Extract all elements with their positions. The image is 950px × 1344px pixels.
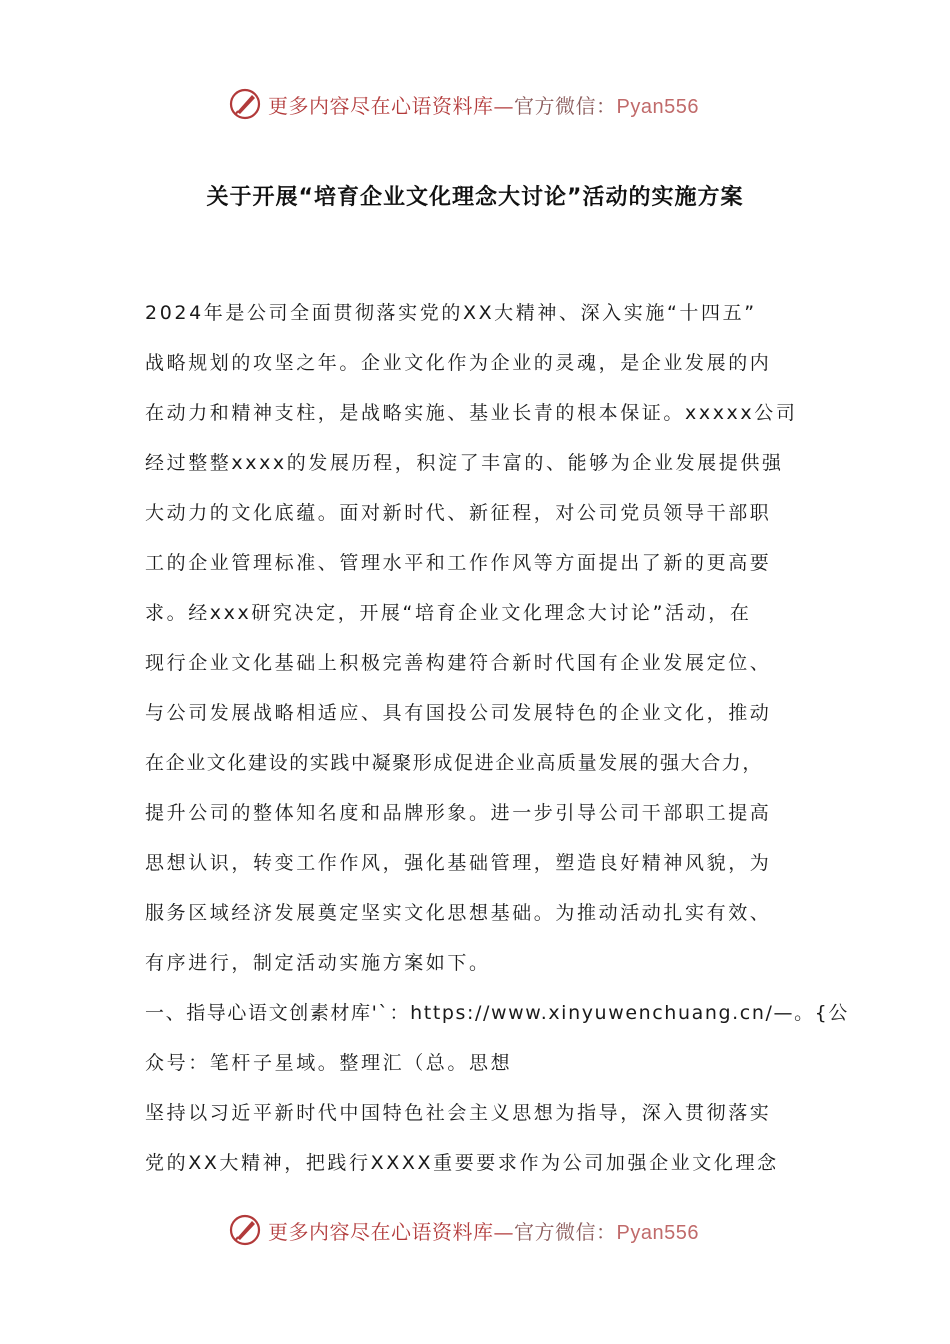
body-line: 战略规划的攻坚之年。企业文化作为企业的灵魂，是企业发展的内	[145, 352, 772, 374]
body-line: 工的企业管理标准、管理水平和工作作风等方面提出了新的更高要	[145, 552, 772, 574]
footer-watermark-banner	[228, 1210, 748, 1250]
body-line: 党的XX大精神，把践行XXXX重要要求作为公司加强企业文化理念	[145, 1152, 779, 1174]
banner-site-text: 更多内容尽在心语资料库—	[268, 1219, 514, 1244]
banner-wechat-label: 官方微信：	[514, 1219, 617, 1244]
banner-text	[268, 1216, 699, 1245]
body-line: 现行企业文化基础上积极完善构建符合新时代国有企业发展定位、	[145, 652, 772, 674]
body-line: 思想认识，转变工作作风，强化基础管理，塑造良好精神风貌，为	[145, 852, 772, 874]
banner-handle: Pyan556	[616, 1221, 699, 1244]
body-line: 经过整整xxxx的发展历程，积淀了丰富的、能够为企业发展提供强	[145, 452, 784, 474]
banner-wechat-label: 官方微信：	[514, 93, 617, 118]
quill-seal-logo-icon	[228, 1213, 262, 1247]
document-title: 关于开展“培育企业文化理念大讨论”活动的实施方案	[206, 185, 744, 210]
body-line: 在企业文化建设的实践中凝聚形成促进企业高质量发展的强大合力，	[145, 752, 764, 774]
header-watermark-banner	[228, 84, 748, 124]
body-line: 有序进行，制定活动实施方案如下。	[145, 952, 491, 974]
body-line: 提升公司的整体知名度和品牌形象。进一步引导公司干部职工提高	[145, 802, 772, 824]
body-line: 在动力和精神支柱，是战略实施、基业长青的根本保证。xxxxx公司	[145, 402, 798, 424]
body-line: 大动力的文化底蕴。面对新时代、新征程，对公司党员领导干部职	[145, 502, 772, 524]
document-body	[145, 294, 849, 1194]
section-heading-line: 一、指导心语文创素材库'`：https://www.xinyuwenchuang.cn/—。{公	[145, 1002, 849, 1024]
body-line: 服务区域经济发展奠定坚实文化思想基础。为推动活动扎实有效、	[145, 902, 772, 924]
quill-seal-logo-icon	[228, 87, 262, 121]
banner-text	[268, 90, 699, 119]
body-line: 2024年是公司全面贯彻落实党的XX大精神、深入实施“十四五”	[145, 302, 757, 324]
body-line: 求。经xxx研究决定，开展“培育企业文化理念大讨论”活动，在	[145, 602, 752, 624]
banner-site-text: 更多内容尽在心语资料库—	[268, 93, 514, 118]
body-line: 与公司发展战略相适应、具有国投公司发展特色的企业文化，推动	[145, 702, 772, 724]
banner-handle: Pyan556	[616, 95, 699, 118]
section-heading-line: 众号：笔杆子星域。整理汇（总。思想	[145, 1052, 513, 1074]
body-line: 坚持以习近平新时代中国特色社会主义思想为指导，深入贯彻落实	[145, 1102, 772, 1124]
